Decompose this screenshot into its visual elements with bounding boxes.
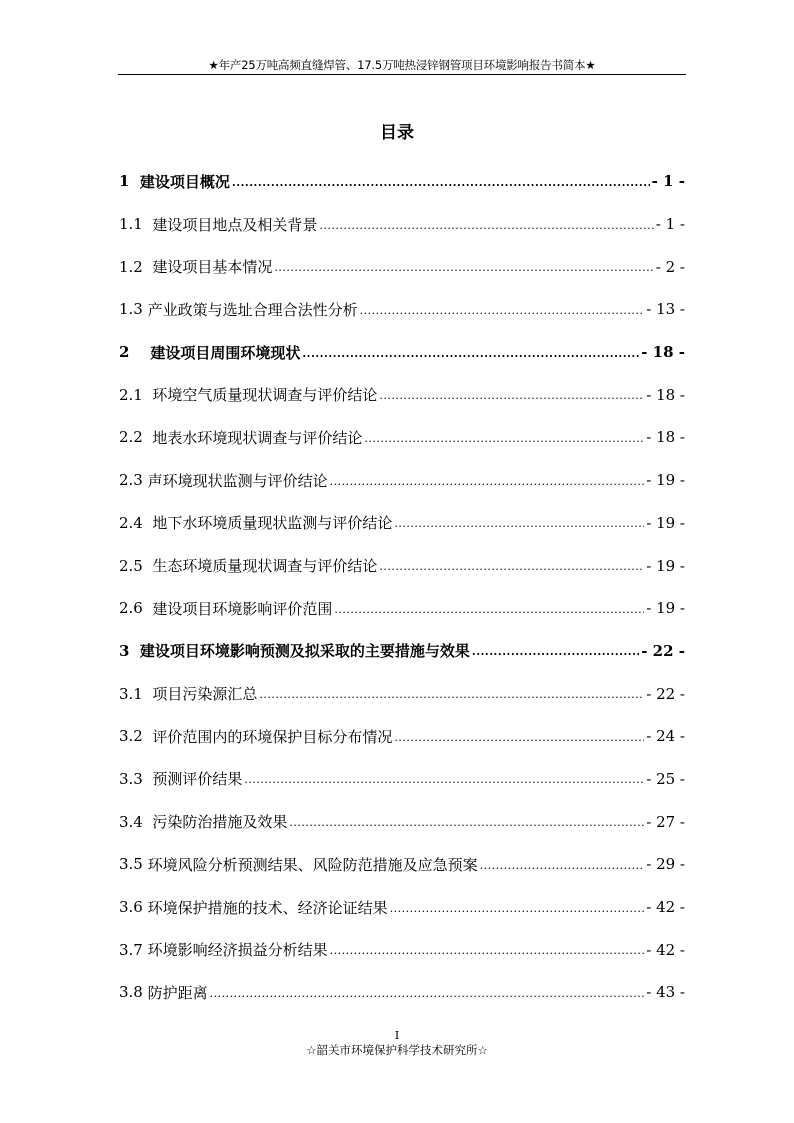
toc-entry-number: 3.4 [119, 812, 153, 831]
toc-entry[interactable] [119, 928, 685, 971]
toc-entry-number: 2.2 [119, 428, 153, 447]
toc-entry-page: - 19 - [646, 513, 685, 532]
toc-dot-leader [244, 773, 644, 786]
toc-entry-title: 建设项目基本情况 [152, 258, 273, 277]
toc-entry-title: 污染防治措施及效果 [152, 813, 288, 832]
toc-entry[interactable] [119, 587, 685, 630]
toc-entry[interactable] [119, 331, 685, 374]
toc-entry-page: - 29 - [646, 855, 685, 874]
toc-entry[interactable] [119, 160, 685, 203]
toc-entry[interactable] [119, 288, 685, 331]
toc-entry-page: - 18 - [646, 385, 685, 404]
toc-entry-page: - 19 - [646, 556, 685, 575]
toc-entry-page: - 42 - [646, 940, 685, 959]
header-rule [118, 74, 686, 75]
toc-entry-title: 建设项目概况 [139, 172, 230, 191]
toc-dot-leader [394, 517, 644, 530]
toc-dot-leader [364, 432, 644, 445]
toc-entry[interactable] [119, 630, 685, 673]
toc-entry-title: 建设项目地点及相关背景 [152, 215, 318, 234]
toc-entry-page: - 1 - [651, 172, 685, 191]
toc-entry-page: - 18 - [646, 428, 685, 447]
toc-dot-leader [289, 816, 644, 829]
toc-entry-title: 产业政策与选址合理合法性分析 [147, 300, 358, 319]
toc-title: 目录 [380, 123, 414, 143]
toc-entry-title: 项目污染源汇总 [152, 685, 258, 704]
toc-dot-leader [319, 219, 653, 232]
toc-entry-number: 3 [119, 641, 140, 660]
toc-entry[interactable] [119, 800, 685, 843]
toc-entry-number: 2.4 [119, 513, 153, 532]
toc-entry-title: 环境风险分析预测结果、风险防范措施及应急预案 [147, 855, 478, 874]
footer-page-number: I [394, 1029, 400, 1042]
toc-entry-title: 声环境现状监测与评价结论 [147, 471, 328, 490]
toc-dot-leader [480, 859, 645, 872]
toc-entry-title: 建设项目周围环境现状 [150, 343, 301, 362]
toc-dot-leader [210, 987, 645, 1000]
toc-entry-page: - 2 - [655, 257, 685, 276]
table-of-contents [119, 160, 685, 1014]
toc-entry[interactable] [119, 416, 685, 459]
toc-entry-number: 2.1 [119, 385, 153, 404]
toc-entry-page: - 1 - [655, 215, 685, 234]
toc-entry[interactable] [119, 373, 685, 416]
toc-entry-title: 预测评价结果 [152, 770, 243, 789]
toc-dot-leader [390, 902, 645, 915]
toc-entry-number: 3.7 [119, 940, 148, 959]
toc-entry-number: 3.1 [119, 684, 153, 703]
toc-entry[interactable] [119, 758, 685, 801]
toc-entry[interactable] [119, 971, 685, 1014]
toc-dot-leader [360, 304, 645, 317]
toc-entry-page: - 43 - [646, 983, 685, 1002]
toc-dot-leader [379, 389, 644, 402]
toc-entry-number: 2 [119, 343, 151, 362]
toc-dot-leader [274, 261, 653, 274]
toc-entry-page: - 25 - [646, 769, 685, 788]
toc-entry-page: - 27 - [646, 812, 685, 831]
toc-entry-number: 3.8 [119, 983, 148, 1002]
toc-entry-page: - 42 - [646, 898, 685, 917]
toc-entry-title: 地下水环境质量现状监测与评价结论 [152, 514, 393, 533]
toc-entry-title: 环境影响经济损益分析结果 [147, 941, 328, 960]
toc-entry-number: 3.6 [119, 898, 148, 917]
toc-entry-title: 建设项目环境影响评价范围 [152, 599, 333, 618]
toc-entry[interactable] [119, 715, 685, 758]
toc-entry-number: 2.6 [119, 599, 153, 618]
toc-dot-leader [232, 176, 650, 189]
toc-entry[interactable] [119, 843, 685, 886]
toc-entry-title: 评价范围内的环境保护目标分布情况 [152, 727, 393, 746]
toc-entry-number: 1 [119, 172, 140, 191]
toc-entry-page: - 24 - [646, 727, 685, 746]
toc-entry-title: 防护距离 [147, 983, 208, 1002]
toc-entry-number: 3.3 [119, 769, 153, 788]
toc-dot-leader [259, 688, 644, 701]
toc-entry-title: 地表水环境现状调查与评价结论 [152, 428, 363, 447]
toc-entry-page: - 22 - [646, 684, 685, 703]
toc-dot-leader [472, 645, 639, 658]
toc-entry-number: 2.5 [119, 556, 153, 575]
footer-organization: ☆韶关市环境保护科学技术研究所☆ [306, 1043, 488, 1057]
toc-dot-leader [330, 944, 645, 957]
toc-entry-page: - 22 - [641, 641, 685, 660]
toc-entry[interactable] [119, 203, 685, 246]
toc-entry-number: 1.2 [119, 257, 153, 276]
toc-entry-page: - 19 - [646, 599, 685, 618]
toc-entry-number: 3.5 [119, 855, 148, 874]
toc-dot-leader [394, 731, 644, 744]
toc-entry-number: 1.1 [119, 215, 153, 234]
toc-entry[interactable] [119, 502, 685, 545]
page-header: ★年产25万吨高频直缝焊管、17.5万吨热浸锌钢管项目环境影响报告书简本★ [208, 58, 596, 72]
toc-entry[interactable] [119, 886, 685, 929]
toc-dot-leader [330, 475, 645, 488]
toc-entry[interactable] [119, 544, 685, 587]
toc-entry-title: 建设项目环境影响预测及拟采取的主要措施与效果 [139, 642, 470, 661]
toc-entry-title: 环境空气质量现状调查与评价结论 [152, 386, 378, 405]
toc-entry[interactable] [119, 459, 685, 502]
toc-entry-number: 3.2 [119, 727, 153, 746]
toc-dot-leader [302, 347, 639, 360]
toc-dot-leader [379, 560, 644, 573]
toc-entry-page: - 13 - [646, 300, 685, 319]
toc-entry[interactable] [119, 672, 685, 715]
toc-entry-number: 1.3 [119, 300, 148, 319]
toc-entry-title: 环境保护措施的技术、经济论证结果 [147, 898, 388, 917]
toc-dot-leader [334, 603, 644, 616]
toc-entry-number: 2.3 [119, 471, 148, 490]
toc-entry-page: - 19 - [646, 471, 685, 490]
toc-entry-title: 生态环境质量现状调查与评价结论 [152, 557, 378, 576]
toc-entry-page: - 18 - [641, 343, 685, 362]
toc-entry[interactable] [119, 245, 685, 288]
